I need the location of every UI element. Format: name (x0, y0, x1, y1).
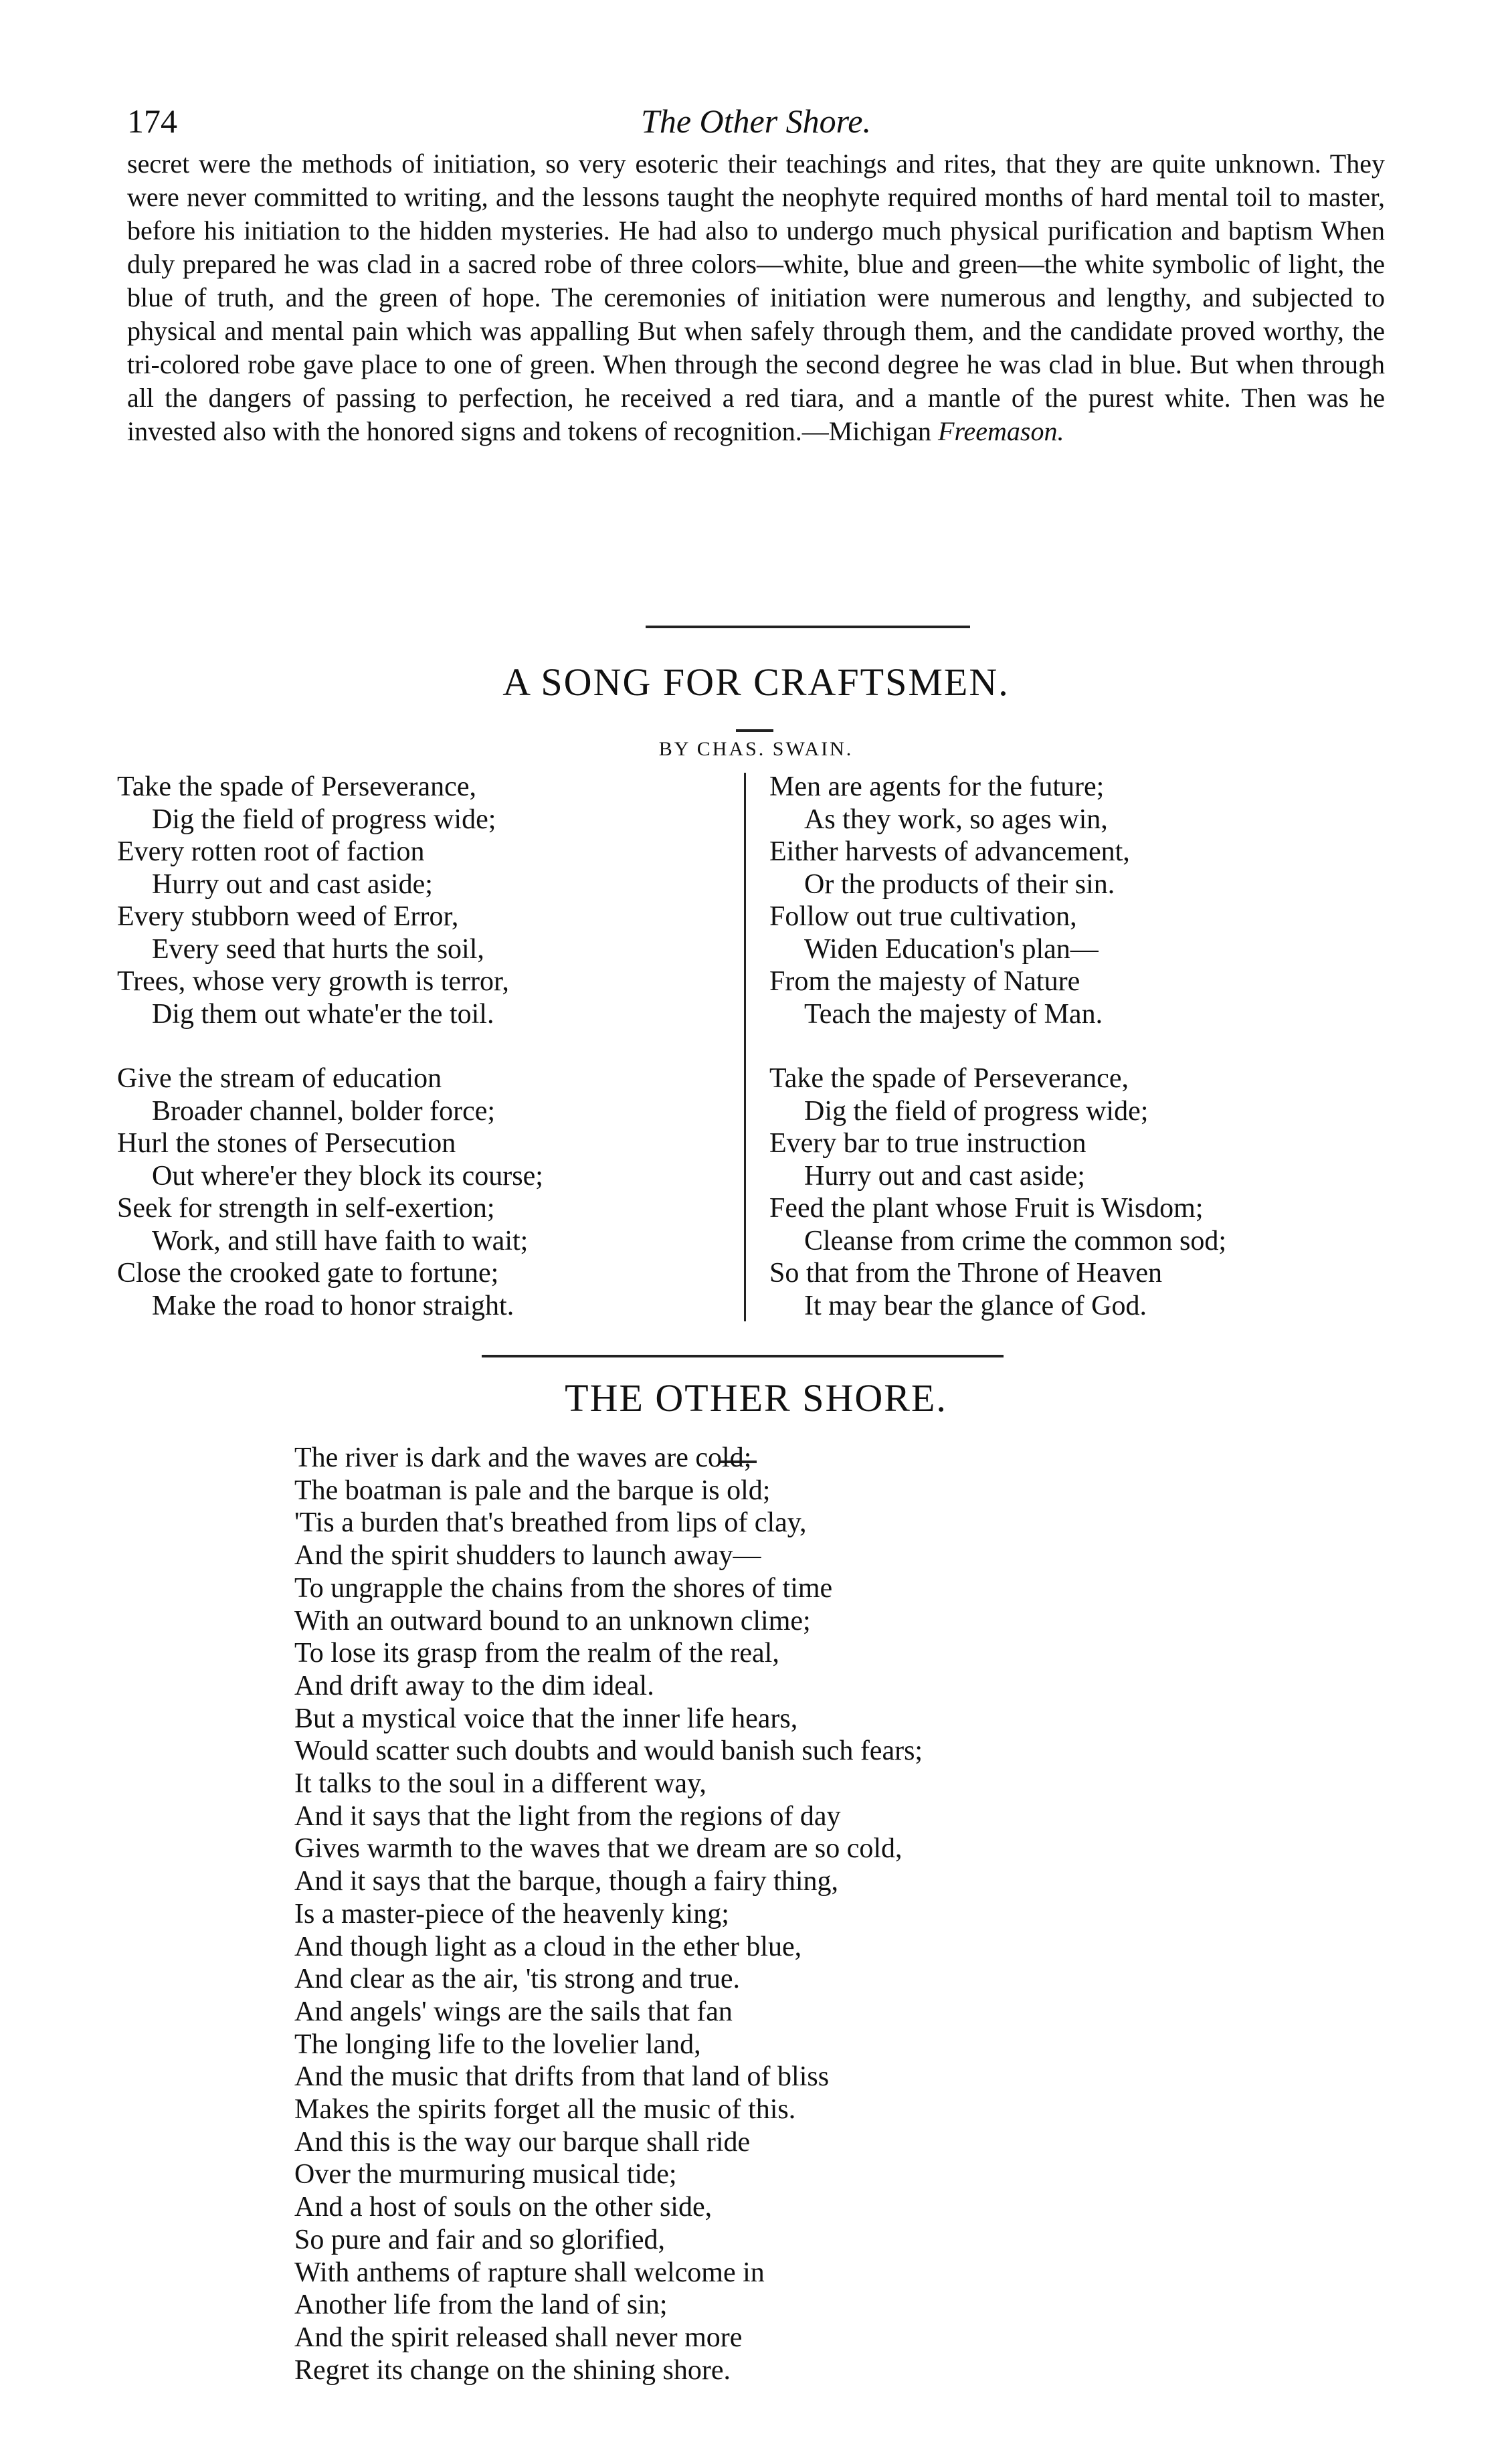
song-byline: BY CHAS. SWAIN. (658, 738, 854, 760)
poem-title: THE OTHER SHORE. (565, 1376, 947, 1420)
verse-line: And the music that drifts from that land of bliss (294, 2061, 830, 2093)
verse-line: And the spirit shudders to launch away— (294, 1540, 761, 1572)
page-number: 174 (127, 102, 177, 140)
verse-line: Or the products of their sin. (804, 868, 1115, 900)
verse-line: Another life from the land of sin; (294, 2289, 668, 2321)
verse-line: 'Tis a burden that's breathed from lips of clay, (294, 1507, 807, 1539)
stanza (769, 771, 1372, 1030)
verse-line: Give the stream of education (117, 1063, 442, 1094)
verse-line: It talks to the soul in a different way, (294, 1768, 706, 1800)
verse-line: Broader channel, bolder force; (152, 1095, 496, 1127)
verse-line: Makes the spirits forget all the music of this. (294, 2094, 796, 2126)
verse-line: Work, and still have faith to wait; (152, 1225, 529, 1256)
song-title: A SONG FOR CRAFTSMEN. (502, 660, 1010, 704)
verse-line: The river is dark and the waves are cold; (294, 1442, 752, 1473)
verse-line: Either harvests of advancement, (769, 836, 1130, 867)
verse-line: Would scatter such doubts and would banish such fears; (294, 1735, 923, 1767)
verse-line: And it says that the light from the regions of day (294, 1800, 841, 1832)
verse-line: Gives warmth to the waves that we dream are so cold, (294, 1833, 903, 1865)
verse-line: But a mystical voice that the inner life hears, (294, 1703, 798, 1734)
verse-line: Over the murmuring musical tide; (294, 2159, 677, 2190)
prose-paragraph (127, 147, 1385, 448)
verse-line: And drift away to the dim ideal. (294, 1670, 654, 1701)
verse-line: Widen Education's plan— (804, 933, 1099, 965)
running-title: The Other Shore. (641, 102, 871, 140)
verse-line: And angels' wings are the sails that fan (294, 1996, 733, 2027)
prose-source: Freemason. (938, 416, 1064, 446)
verse-line: Dig them out whate'er the toil. (152, 998, 494, 1030)
column-divider (744, 773, 746, 1321)
verse-line: Follow out true cultivation, (769, 901, 1077, 932)
verse-line: Feed the plant whose Fruit is Wisdom; (769, 1193, 1204, 1224)
verse-line: Is a master-piece of the heavenly king; (294, 1898, 729, 1930)
verse-line: Take the spade of Perseverance, (769, 1063, 1129, 1094)
verse-line: Out where'er they block its course; (152, 1160, 543, 1192)
other-shore-poem (294, 1442, 1298, 2386)
verse-line: Teach the majesty of Man. (804, 998, 1103, 1030)
stanza (117, 1062, 719, 1322)
song-left-column (117, 771, 719, 1354)
verse-line: And clear as the air, 'tis strong and true. (294, 1964, 741, 1995)
stanza (117, 771, 719, 1030)
verse-line: And though light as a cloud in the ether blue, (294, 1931, 802, 1962)
verse-line: With anthems of rapture shall welcome in (294, 2257, 765, 2288)
verse-line: Seek for strength in self-exertion; (117, 1193, 495, 1224)
verse-line: And it says that the barque, though a fairy thing, (294, 1866, 838, 1897)
verse-line: Close the crooked gate to fortune; (117, 1258, 499, 1289)
verse-line: With an outward bound to an unknown clime; (294, 1605, 811, 1636)
title-dash (736, 729, 773, 732)
verse-line: Every rotten root of faction (117, 836, 425, 867)
verse-line: Dig the field of progress wide; (804, 1095, 1149, 1127)
section-rule (646, 626, 970, 628)
verse-line: Every stubborn weed of Error, (117, 901, 459, 932)
verse-line: As they work, so ages win, (804, 804, 1108, 835)
verse-line: Trees, whose very growth is terror, (117, 966, 509, 997)
verse-line: Take the spade of Perseverance, (117, 771, 476, 802)
verse-line: The boatman is pale and the barque is old; (294, 1475, 771, 1506)
verse-line: The longing life to the lovelier land, (294, 2029, 701, 2060)
section-rule (482, 1355, 1004, 1357)
running-head (127, 98, 1385, 145)
verse-line: Make the road to honor straight. (152, 1290, 514, 1321)
verse-line: Hurry out and cast aside; (152, 868, 433, 900)
verse-line: Every seed that hurts the soil, (152, 933, 484, 965)
verse-line: And this is the way our barque shall ride (294, 2126, 751, 2158)
verse-line: From the majesty of Nature (769, 966, 1080, 997)
verse-line: Dig the field of progress wide; (152, 804, 496, 835)
prose-text: secret were the methods of initiation, so very esoteric their teachings and rites, that they are quite unknown. They were never committed to writing, and the lessons taught the neophyte required months of hard mental toil to master, before his initiation to the hidden mysteries. He had also to undergo much physical purification and baptism When duly prepared he was clad in a sacred robe of three colors—white, blue and green—the white symbolic of light, the blue of truth, and the green of hope. The ceremonies of initiation were numerous and lengthy, and subjected to physical and mental pain which was appalling But when safely through them, and the candidate proved worthy, the tri-colored robe gave place to one of green. When through the second degree he was clad in blue. But when through all the dangers of passing to perfection, he received a red tiara, and a mantle of the purest white. Then was he invested also with the honored signs and tokens of recognition.—Michigan (127, 149, 1385, 446)
verse-line: To lose its grasp from the realm of the real, (294, 1638, 779, 1669)
verse-line: Hurl the stones of Persecution (117, 1128, 456, 1159)
verse-line: Men are agents for the future; (769, 771, 1105, 802)
verse-line: And a host of souls on the other side, (294, 2192, 713, 2223)
verse-line: It may bear the glance of God. (804, 1290, 1147, 1321)
stanza (769, 1062, 1372, 1322)
verse-line: Hurry out and cast aside; (804, 1160, 1085, 1192)
song-right-column (769, 771, 1372, 1354)
verse-line: So pure and fair and so glorified, (294, 2224, 666, 2255)
verse-line: Every bar to true instruction (769, 1128, 1086, 1159)
verse-line: And the spirit released shall never more (294, 2322, 743, 2353)
verse-line: To ungrapple the chains from the shores of time (294, 1572, 833, 1604)
verse-line: So that from the Throne of Heaven (769, 1258, 1163, 1289)
verse-line: Cleanse from crime the common sod; (804, 1225, 1227, 1256)
verse-line: Regret its change on the shining shore. (294, 2354, 731, 2386)
